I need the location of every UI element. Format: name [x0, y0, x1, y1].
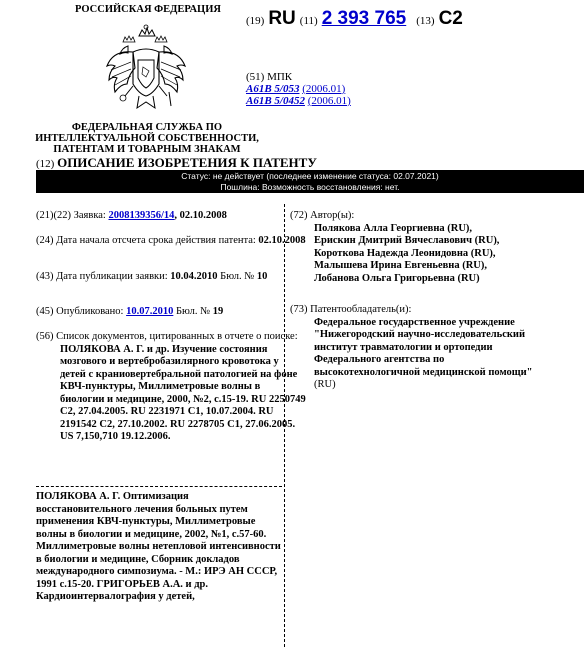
- owner-name: Федеральное государственное учреждение "Нижегородский научно-исследовательский институт травматологии и ортопедии Федерального агентства по высокотехнологичной медицинской помощи": [314, 316, 533, 378]
- inid-24: (24): [36, 235, 54, 246]
- term-start-date: 02.10.2008: [258, 235, 306, 246]
- ipc-version-link[interactable]: (2006.01): [302, 83, 346, 95]
- bulletin-number: 19: [212, 306, 224, 317]
- ipc-class-link[interactable]: A61B 5/053: [246, 83, 300, 95]
- author-name: Короткова Надежда Леонидовна (RU),: [314, 247, 496, 259]
- application-date: , 02.10.2008: [174, 210, 227, 221]
- fee-line: Пошлина: Возможность восстановления: нет.: [220, 182, 400, 192]
- authors-list: [290, 223, 575, 286]
- ipc-label: (51) МПК: [246, 71, 293, 83]
- document-type: [36, 155, 317, 171]
- inid-72: (72): [290, 210, 308, 221]
- bulletin-label: Бюл. №: [175, 306, 211, 317]
- cited-label: Список документов, цитированных в отчете о поиске:: [56, 331, 298, 342]
- author-name: Малышева Ирина Евгеньевна (RU),: [314, 260, 487, 271]
- patent-number-block: [246, 8, 463, 30]
- owner-label: Патентообладатель(и):: [310, 304, 412, 315]
- bulletin-label: Бюл. №: [220, 271, 255, 282]
- published-entry: [36, 306, 282, 319]
- ipc-class-link[interactable]: A61B 5/0452: [246, 95, 305, 107]
- application-number-link[interactable]: 2008139356/14: [108, 210, 175, 221]
- published-label: Опубликовано:: [56, 306, 124, 317]
- cited-documents-entry: [36, 331, 306, 444]
- inid-19: (19): [246, 15, 265, 27]
- inid-12: (12): [36, 158, 55, 170]
- authors-entry: [290, 210, 575, 285]
- bulletin-number: 10: [256, 271, 268, 282]
- inid-21-22: (21)(22): [36, 210, 71, 221]
- ipc-class-row: [246, 95, 351, 107]
- cited-documents-text: ПОЛЯКОВА А. Г. и др. Изучение состояния мозгового и вертебробазилярного кровотока у детей с краниовертебральной патологией на фоне КВЧ-пунктуры, Миллиметровые волны в биологии и медицине, 2000, №2, с.15-19. RU 2250749 C2, 27.04.2005. RU 2231971 C1, 10.07.2004. RU 2191542 C2, 27.10.2002. RU 2278705 C1, 27.06.2005. US 7,150,710 19.12.2006.: [60, 343, 306, 442]
- inid-11: (11): [299, 15, 318, 27]
- application-entry: [36, 210, 282, 223]
- owner-entry: [290, 304, 575, 392]
- cited-documents-more-text: ПОЛЯКОВА А. Г. Оптимизация восстановительного лечения больных путем применения КВЧ-пунктуры, Миллиметровые волны в биологии и медицине, 2002, №1, с.57-60. Миллиметровые волны нетепловой интенсивности в биологии и медицине, Сборник докладов международного симпозиума. - М.: ИРЭ АН СССР, 1991 с.15-20. ГРИГОРЬЕВ А.А. и др. Кардиоинтервалография у детей,: [36, 491, 281, 602]
- country-name: РОССИЙСКАЯ ФЕДЕРАЦИЯ: [75, 4, 221, 15]
- owner-country: (RU): [314, 379, 336, 390]
- inid-43: (43): [36, 271, 54, 282]
- application-label: Заявка:: [73, 210, 106, 221]
- publication-label: Дата публикации заявки:: [56, 271, 168, 282]
- status-bar: [36, 170, 584, 193]
- russian-emblem-icon: [103, 22, 189, 120]
- cited-documents-continued: [36, 491, 282, 604]
- inid-73: (73): [290, 304, 308, 315]
- author-name: Ерискин Дмитрий Вячеславович (RU),: [314, 235, 500, 246]
- kind-code: C2: [438, 8, 463, 29]
- published-date-link[interactable]: 10.07.2010: [126, 306, 174, 317]
- inid-13: (13): [416, 15, 435, 27]
- status-line: Статус: не действует (последнее изменение статуса: 02.07.2021): [181, 171, 439, 181]
- patent-number-link[interactable]: 2 393 765: [321, 8, 407, 29]
- section-divider: [36, 486, 282, 487]
- publication-date: 10.04.2010: [170, 271, 218, 282]
- authors-label: Автор(ы):: [310, 210, 355, 221]
- patent-office-name: ФЕДЕРАЛЬНАЯ СЛУЖБА ПО ИНТЕЛЛЕКТУАЛЬНОЙ СОБСТВЕННОСТИ, ПАТЕНТАМ И ТОВАРНЫМ ЗНАКАМ: [35, 122, 259, 155]
- inid-56: (56): [36, 331, 54, 342]
- author-name: Лобанова Ольга Григорьевна (RU): [314, 272, 480, 284]
- term-start-entry: [36, 235, 306, 248]
- owner-block: [290, 317, 539, 392]
- ipc-classification: [246, 71, 351, 107]
- author-name: Полякова Алла Георгиевна (RU),: [314, 222, 473, 234]
- application-publication-entry: [36, 271, 306, 284]
- country-code: RU: [268, 8, 296, 29]
- document-title: ОПИСАНИЕ ИЗОБРЕТЕНИЯ К ПАТЕНТУ: [57, 155, 317, 170]
- ipc-class-row: [246, 83, 351, 95]
- ipc-version-link[interactable]: (2006.01): [307, 95, 351, 107]
- inid-45: (45): [36, 306, 54, 317]
- term-start-label: Дата начала отсчета срока действия патента:: [56, 235, 256, 246]
